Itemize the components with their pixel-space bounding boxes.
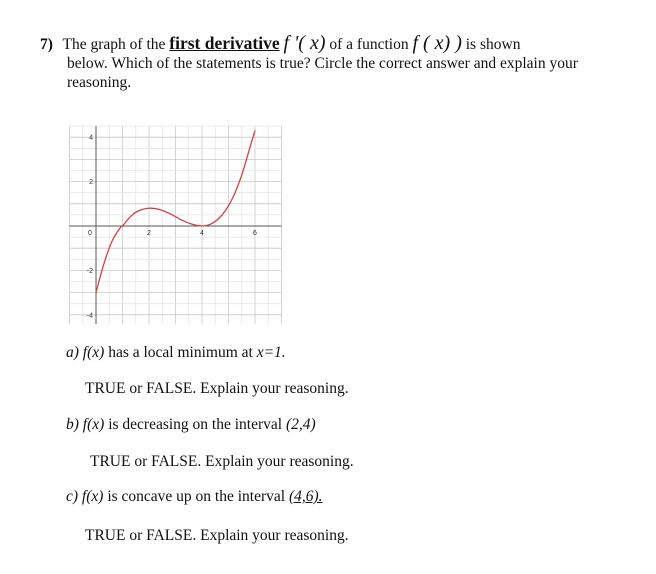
option-b <box>66 416 316 434</box>
option-a-label: a) <box>66 344 79 361</box>
first-derivative-emphasis: first derivative <box>169 33 280 53</box>
option-c <box>66 488 323 506</box>
option-a-text: has a local minimum at <box>108 344 253 361</box>
option-a-var: x=1. <box>256 344 286 361</box>
option-c-label: c) <box>66 488 79 505</box>
question-number: 7) <box>40 36 53 53</box>
question-line3: reasoning. <box>67 74 132 91</box>
option-a-func: f(x) <box>82 344 105 361</box>
graph-tick-labels <box>87 135 257 320</box>
option-b-text: is decreasing on the interval <box>108 416 283 433</box>
option-a <box>66 344 286 362</box>
derivative-graph <box>58 124 288 324</box>
option-a-answer: TRUE or FALSE. Explain your reasoning. <box>85 380 349 397</box>
x-tick-label: 0 <box>88 230 92 237</box>
question-line1-b: of a function <box>329 36 409 53</box>
x-tick-label: 2 <box>147 230 151 237</box>
y-tick-label: 4 <box>89 134 93 142</box>
y-tick-label: 2 <box>89 179 93 187</box>
option-b-func: f(x) <box>82 416 105 433</box>
option-c-text: is concave up on the interval <box>107 488 286 505</box>
question-line1-a: The graph of the <box>62 36 166 53</box>
fprime-notation: f '( x) <box>283 32 326 54</box>
option-b-label: b) <box>66 416 79 433</box>
option-b-answer: TRUE or FALSE. Explain your reasoning. <box>90 453 354 470</box>
question-line2: below. Which of the statements is true? Circle the correct answer and explain your <box>67 55 578 72</box>
graph-grid <box>70 126 282 324</box>
f-notation: f ( x) ) <box>412 32 462 54</box>
option-c-interval: (4,6). <box>288 488 323 505</box>
x-tick-label: 4 <box>200 230 204 237</box>
option-c-func: f(x) <box>81 488 104 505</box>
x-tick-label: 6 <box>253 230 257 237</box>
y-tick-label: -2 <box>86 267 93 275</box>
question-line1-c: is shown <box>465 36 521 53</box>
option-b-interval: (2,4) <box>285 416 316 433</box>
y-tick-label: -4 <box>86 312 93 320</box>
option-c-answer: TRUE or FALSE. Explain your reasoning. <box>85 527 349 544</box>
question-text <box>40 34 640 92</box>
